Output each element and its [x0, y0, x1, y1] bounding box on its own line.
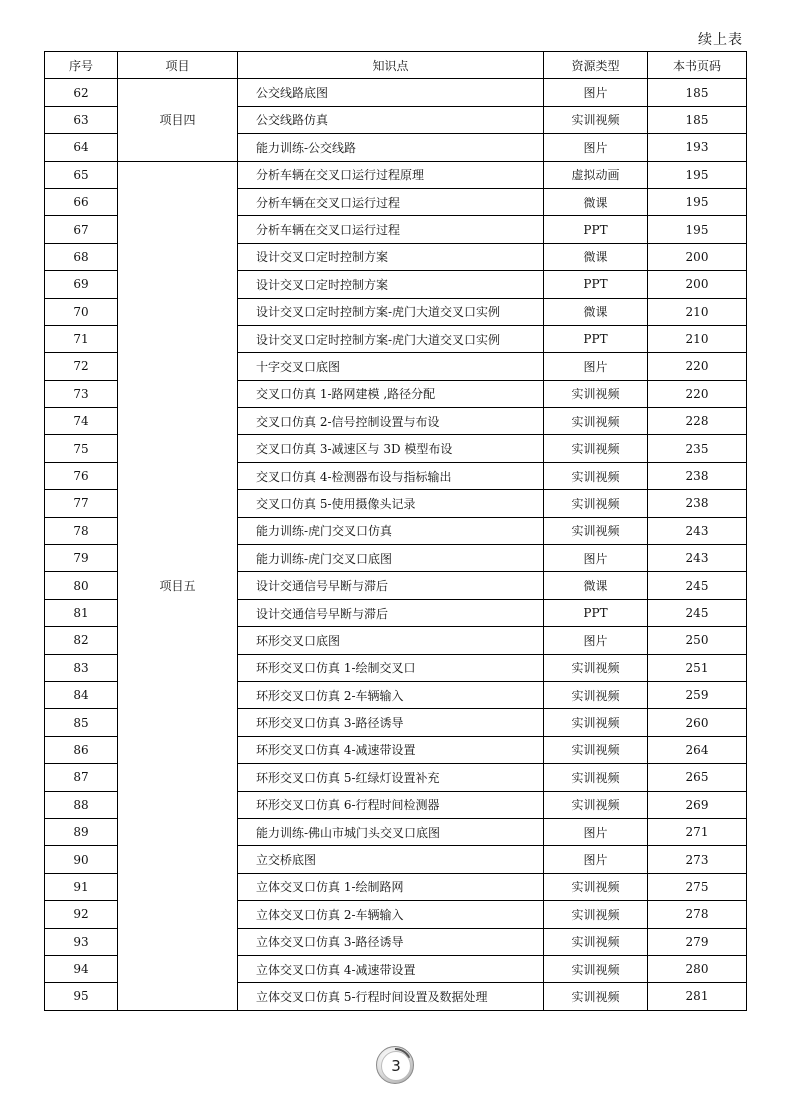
row-resource-type: 图片	[544, 846, 648, 873]
page-number: 3	[381, 1051, 411, 1081]
row-knowledge-point: 设计交通信号早断与滞后	[238, 572, 544, 599]
row-resource-type: 实训视频	[544, 983, 648, 1010]
row-knowledge-point: 交叉口仿真 2-信号控制设置与布设	[238, 408, 544, 435]
row-resource-type: 图片	[544, 545, 648, 572]
header-knowledge-point: 知识点	[238, 52, 544, 79]
header-page-number: 本书页码	[648, 52, 747, 79]
row-page-number: 281	[648, 983, 747, 1010]
row-knowledge-point: 能力训练-虎门交叉口底图	[238, 545, 544, 572]
row-serial-number: 95	[45, 983, 118, 1010]
row-serial-number: 70	[45, 298, 118, 325]
row-serial-number: 68	[45, 243, 118, 270]
row-knowledge-point: 交叉口仿真 3-减速区与 3D 模型布设	[238, 435, 544, 462]
row-serial-number: 67	[45, 216, 118, 243]
row-knowledge-point: 立交桥底图	[238, 846, 544, 873]
row-page-number: 279	[648, 928, 747, 955]
row-serial-number: 85	[45, 709, 118, 736]
row-resource-type: 实训视频	[544, 435, 648, 462]
row-knowledge-point: 能力训练-佛山市城门头交叉口底图	[238, 818, 544, 845]
row-knowledge-point: 设计交叉口定时控制方案-虎门大道交叉口实例	[238, 325, 544, 352]
row-serial-number: 62	[45, 79, 118, 106]
row-page-number: 210	[648, 325, 747, 352]
row-serial-number: 78	[45, 517, 118, 544]
row-resource-type: 实训视频	[544, 681, 648, 708]
continued-table-title: 续上表	[698, 32, 743, 48]
row-serial-number: 77	[45, 490, 118, 517]
row-page-number: 250	[648, 627, 747, 654]
row-resource-type: 图片	[544, 353, 648, 380]
row-page-number: 195	[648, 216, 747, 243]
row-knowledge-point: 立体交叉口仿真 4-减速带设置	[238, 955, 544, 982]
row-page-number: 275	[648, 873, 747, 900]
row-serial-number: 86	[45, 736, 118, 763]
row-knowledge-point: 立体交叉口仿真 5-行程时间设置及数据处理	[238, 983, 544, 1010]
row-serial-number: 75	[45, 435, 118, 462]
row-resource-type: 图片	[544, 818, 648, 845]
header-project: 项目	[118, 52, 238, 79]
row-page-number: 238	[648, 490, 747, 517]
row-serial-number: 94	[45, 955, 118, 982]
row-serial-number: 82	[45, 627, 118, 654]
row-resource-type: PPT	[544, 325, 648, 352]
row-serial-number: 66	[45, 188, 118, 215]
row-serial-number: 83	[45, 654, 118, 681]
row-resource-type: 实训视频	[544, 764, 648, 791]
row-resource-type: 实训视频	[544, 490, 648, 517]
row-resource-type: 实训视频	[544, 928, 648, 955]
row-knowledge-point: 十字交叉口底图	[238, 353, 544, 380]
row-page-number: 243	[648, 517, 747, 544]
row-serial-number: 63	[45, 106, 118, 133]
row-serial-number: 79	[45, 545, 118, 572]
row-knowledge-point: 交叉口仿真 5-使用摄像头记录	[238, 490, 544, 517]
row-page-number: 243	[648, 545, 747, 572]
row-page-number: 185	[648, 106, 747, 133]
row-serial-number: 89	[45, 818, 118, 845]
knowledge-point-table	[44, 51, 747, 1011]
row-page-number: 220	[648, 353, 747, 380]
row-resource-type: 微课	[544, 298, 648, 325]
row-knowledge-point: 公交线路仿真	[238, 106, 544, 133]
row-resource-type: 实训视频	[544, 873, 648, 900]
header-serial-number: 序号	[45, 52, 118, 79]
row-resource-type: 实训视频	[544, 709, 648, 736]
row-serial-number: 73	[45, 380, 118, 407]
row-serial-number: 71	[45, 325, 118, 352]
row-page-number: 269	[648, 791, 747, 818]
row-page-number: 264	[648, 736, 747, 763]
table-row	[45, 79, 747, 106]
row-page-number: 200	[648, 243, 747, 270]
row-resource-type: 实训视频	[544, 517, 648, 544]
row-serial-number: 64	[45, 134, 118, 161]
table-header-row	[45, 52, 747, 79]
row-resource-type: 实训视频	[544, 380, 648, 407]
row-resource-type: PPT	[544, 216, 648, 243]
row-resource-type: 微课	[544, 572, 648, 599]
table-row	[45, 161, 747, 188]
row-page-number: 220	[648, 380, 747, 407]
row-page-number: 195	[648, 188, 747, 215]
row-resource-type: 图片	[544, 627, 648, 654]
header-resource-type: 资源类型	[544, 52, 648, 79]
row-serial-number: 88	[45, 791, 118, 818]
row-knowledge-point: 公交线路底图	[238, 79, 544, 106]
row-knowledge-point: 分析车辆在交叉口运行过程	[238, 216, 544, 243]
row-page-number: 273	[648, 846, 747, 873]
row-resource-type: 虚拟动画	[544, 161, 648, 188]
row-page-number: 200	[648, 271, 747, 298]
row-knowledge-point: 能力训练-公交线路	[238, 134, 544, 161]
row-resource-type: PPT	[544, 599, 648, 626]
row-serial-number: 93	[45, 928, 118, 955]
row-page-number: 238	[648, 462, 747, 489]
row-serial-number: 84	[45, 681, 118, 708]
row-resource-type: 实训视频	[544, 901, 648, 928]
row-serial-number: 69	[45, 271, 118, 298]
row-knowledge-point: 环形交叉口仿真 3-路径诱导	[238, 709, 544, 736]
row-page-number: 228	[648, 408, 747, 435]
row-page-number: 245	[648, 599, 747, 626]
row-resource-type: 微课	[544, 243, 648, 270]
row-knowledge-point: 设计交叉口定时控制方案	[238, 243, 544, 270]
row-page-number: 235	[648, 435, 747, 462]
row-serial-number: 76	[45, 462, 118, 489]
row-page-number: 210	[648, 298, 747, 325]
row-knowledge-point: 环形交叉口仿真 2-车辆输入	[238, 681, 544, 708]
row-resource-type: PPT	[544, 271, 648, 298]
row-knowledge-point: 环形交叉口仿真 5-红绿灯设置补充	[238, 764, 544, 791]
row-knowledge-point: 环形交叉口底图	[238, 627, 544, 654]
row-knowledge-point: 交叉口仿真 1-路网建模 ,路径分配	[238, 380, 544, 407]
row-knowledge-point: 设计交叉口定时控制方案-虎门大道交叉口实例	[238, 298, 544, 325]
row-resource-type: 实训视频	[544, 736, 648, 763]
row-serial-number: 81	[45, 599, 118, 626]
row-page-number: 195	[648, 161, 747, 188]
row-knowledge-point: 设计交叉口定时控制方案	[238, 271, 544, 298]
row-knowledge-point: 设计交通信号早断与滞后	[238, 599, 544, 626]
row-project: 项目四	[118, 79, 238, 161]
row-page-number: 260	[648, 709, 747, 736]
row-resource-type: 实训视频	[544, 791, 648, 818]
table-body	[45, 79, 747, 1010]
row-page-number: 193	[648, 134, 747, 161]
row-resource-type: 微课	[544, 188, 648, 215]
row-page-number: 278	[648, 901, 747, 928]
row-knowledge-point: 环形交叉口仿真 1-绘制交叉口	[238, 654, 544, 681]
row-knowledge-point: 分析车辆在交叉口运行过程原理	[238, 161, 544, 188]
row-knowledge-point: 环形交叉口仿真 4-减速带设置	[238, 736, 544, 763]
row-page-number: 251	[648, 654, 747, 681]
row-serial-number: 80	[45, 572, 118, 599]
row-page-number: 271	[648, 818, 747, 845]
row-knowledge-point: 立体交叉口仿真 3-路径诱导	[238, 928, 544, 955]
row-knowledge-point: 环形交叉口仿真 6-行程时间检测器	[238, 791, 544, 818]
page-number-badge	[376, 1046, 414, 1084]
row-knowledge-point: 能力训练-虎门交叉口仿真	[238, 517, 544, 544]
row-knowledge-point: 分析车辆在交叉口运行过程	[238, 188, 544, 215]
row-page-number: 259	[648, 681, 747, 708]
row-knowledge-point: 立体交叉口仿真 2-车辆输入	[238, 901, 544, 928]
row-serial-number: 92	[45, 901, 118, 928]
row-page-number: 265	[648, 764, 747, 791]
row-resource-type: 图片	[544, 134, 648, 161]
row-resource-type: 实训视频	[544, 408, 648, 435]
row-serial-number: 65	[45, 161, 118, 188]
row-resource-type: 图片	[544, 79, 648, 106]
row-project: 项目五	[118, 161, 238, 1010]
row-resource-type: 实训视频	[544, 106, 648, 133]
row-serial-number: 87	[45, 764, 118, 791]
row-resource-type: 实训视频	[544, 955, 648, 982]
row-page-number: 280	[648, 955, 747, 982]
row-serial-number: 72	[45, 353, 118, 380]
row-page-number: 185	[648, 79, 747, 106]
row-knowledge-point: 交叉口仿真 4-检测器布设与指标输出	[238, 462, 544, 489]
row-serial-number: 74	[45, 408, 118, 435]
row-resource-type: 实训视频	[544, 654, 648, 681]
row-serial-number: 90	[45, 846, 118, 873]
row-page-number: 245	[648, 572, 747, 599]
row-knowledge-point: 立体交叉口仿真 1-绘制路网	[238, 873, 544, 900]
row-serial-number: 91	[45, 873, 118, 900]
row-resource-type: 实训视频	[544, 462, 648, 489]
